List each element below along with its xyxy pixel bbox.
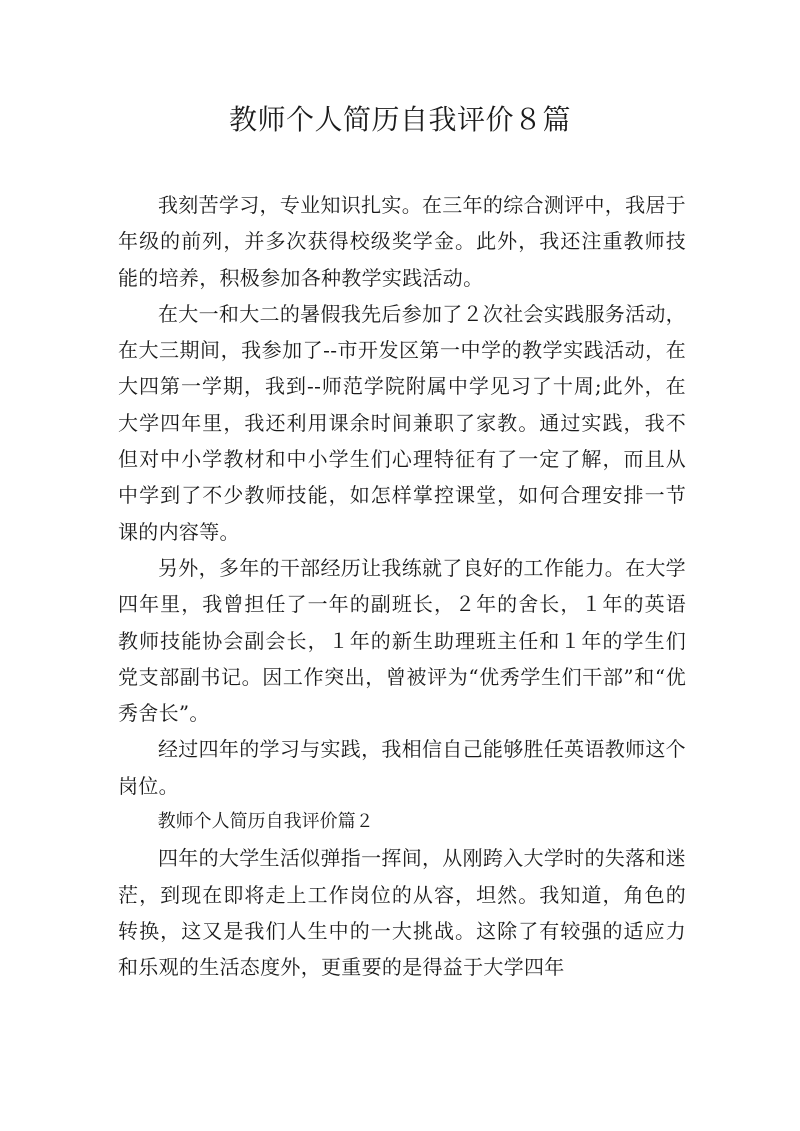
paragraph-cadre: 另外，多年的干部经历让我练就了良好的工作能力。在大学四年里，我曾担任了一年的副班长，２年的舍长，１年的英语教师技能协会副会长，１年的新生助理班主任和１年的学生们党支部副书记。因工作突出，曾被评为“优秀学生们干部”和“优秀舍长”。	[118, 555, 686, 726]
document-title: 教师个人简历自我评价８篇	[228, 103, 571, 136]
paragraph-conclusion: 经过四年的学习与实践，我相信自己能够胜任英语教师这个岗位。	[118, 737, 686, 798]
paragraph-section-2: 四年的大学生活似弹指一挥间，从刚跨入大学时的失落和迷茫，到现在即将走上工作岗位的从容，坦然。我知道，角色的转换，这又是我们人生中的一大挑战。这除了有较强的适应力和乐观的生活态度外，更重要的是得益于大学四年	[118, 846, 686, 980]
section-heading: 教师个人简历自我评价篇２	[157, 811, 374, 833]
paragraph-practice: 在大一和大二的暑假我先后参加了２次社会实践服务活动，在大三期间，我参加了--市开发区第一中学的教学实践活动，在大四第一学期，我到--师范学院附属中学见习了十周;此外，在大学四年里，我还利用课余时间兼职了家教。通过实践，我不但对中小学教材和中小学生们心理特征有了一定了解，而且从中学到了不少教师技能，如怎样掌控课堂，如何合理安排一节课的内容等。	[118, 301, 686, 544]
paragraph-study: 我刻苦学习，专业知识扎实。在三年的综合测评中，我居于年级的前列，并多次获得校级奖学金。此外，我还注重教师技能的培养，积极参加各种教学实践活动。	[118, 193, 686, 290]
document-body	[118, 187, 686, 986]
